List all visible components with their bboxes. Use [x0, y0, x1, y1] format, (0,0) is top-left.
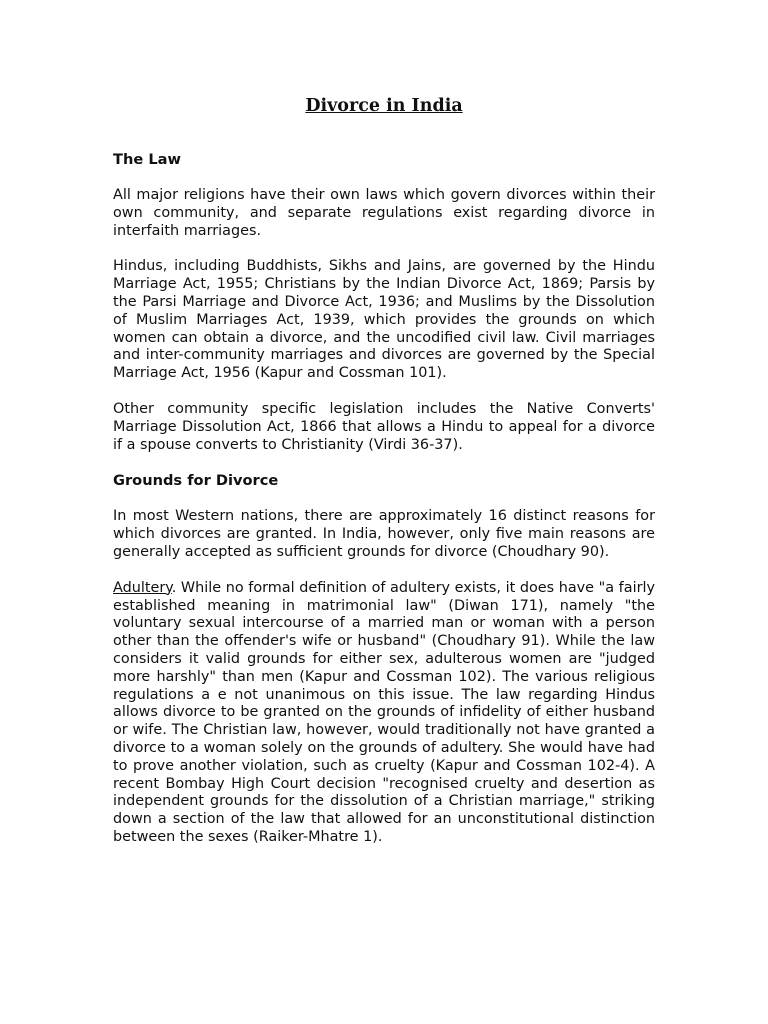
- paragraph: All major religions have their own laws which govern divorces within their own community, and separate regulations exist regarding divorce in interfaith marriages.: [113, 187, 655, 239]
- paragraph: Other community specific legislation includes the Native Converts' Marriage Dissolution Act, 1866 that allows a Hindu to appeal for a divorce if a spouse converts to Christianity (Virdi 36-37).: [113, 400, 655, 453]
- section-heading-grounds-for-divorce: Grounds for Divorce: [113, 472, 279, 490]
- adultery-paragraph: [113, 580, 655, 847]
- document-page: [113, 95, 655, 865]
- adultery-term: Adultery: [113, 579, 172, 596]
- document-title: Divorce in India: [305, 96, 463, 116]
- paragraph: Hindus, including Buddhists, Sikhs and Jains, are governed by the Hindu Marriage Act, 1955; Christians by the Indian Divorce Act, 1869; Parsis by the Parsi Marriage and Divorce Act, 1936; and Muslims by the Dissolution of Muslim Marriages Act, 1939, which provides the grounds on which women can obtain a divorce, and the uncodified civil law. Civil marriages and inter-community marriages and divorces are governed by the Special Marriage Act, 1956 (Kapur and Cossman 101).: [113, 258, 655, 382]
- paragraph: In most Western nations, there are approximately 16 distinct reasons for which divorces are granted. In India, however, only five main reasons are generally accepted as sufficient grounds for divorce (Choudhary 90).: [113, 508, 655, 560]
- section-heading-the-law: The Law: [113, 151, 181, 168]
- adultery-text: . While no formal definition of adultery exists, it does have "a fairly established meaning in matrimonial law" (Diwan 171), namely "the voluntary sexual intercourse of a married man or woman with a person other than the offender's wife or husband" (Choudhary 91). While the law considers it valid grounds for either sex, adulterous women are "judged more harshly" than men (Kapur and Cossman 102). The various religious regulations a e not unanimous on this issue. The law regarding Hindus allows divorce to be granted on the grounds of infidelity of either husband or wife. The Christian law, however, would traditionally not have granted a divorce to a woman solely on the grounds of adultery. She would have had to prove another violation, such as cruelty (Kapur and Cossman 102-4). A recent Bombay High Court decision "recognised cruelty and desertion as independent grounds for the dissolution of a Christian marriage," striking down a section of the law that allowed for an unconstitutional distinction between the sexes (Raiker-Mhatre 1).: [113, 579, 655, 845]
